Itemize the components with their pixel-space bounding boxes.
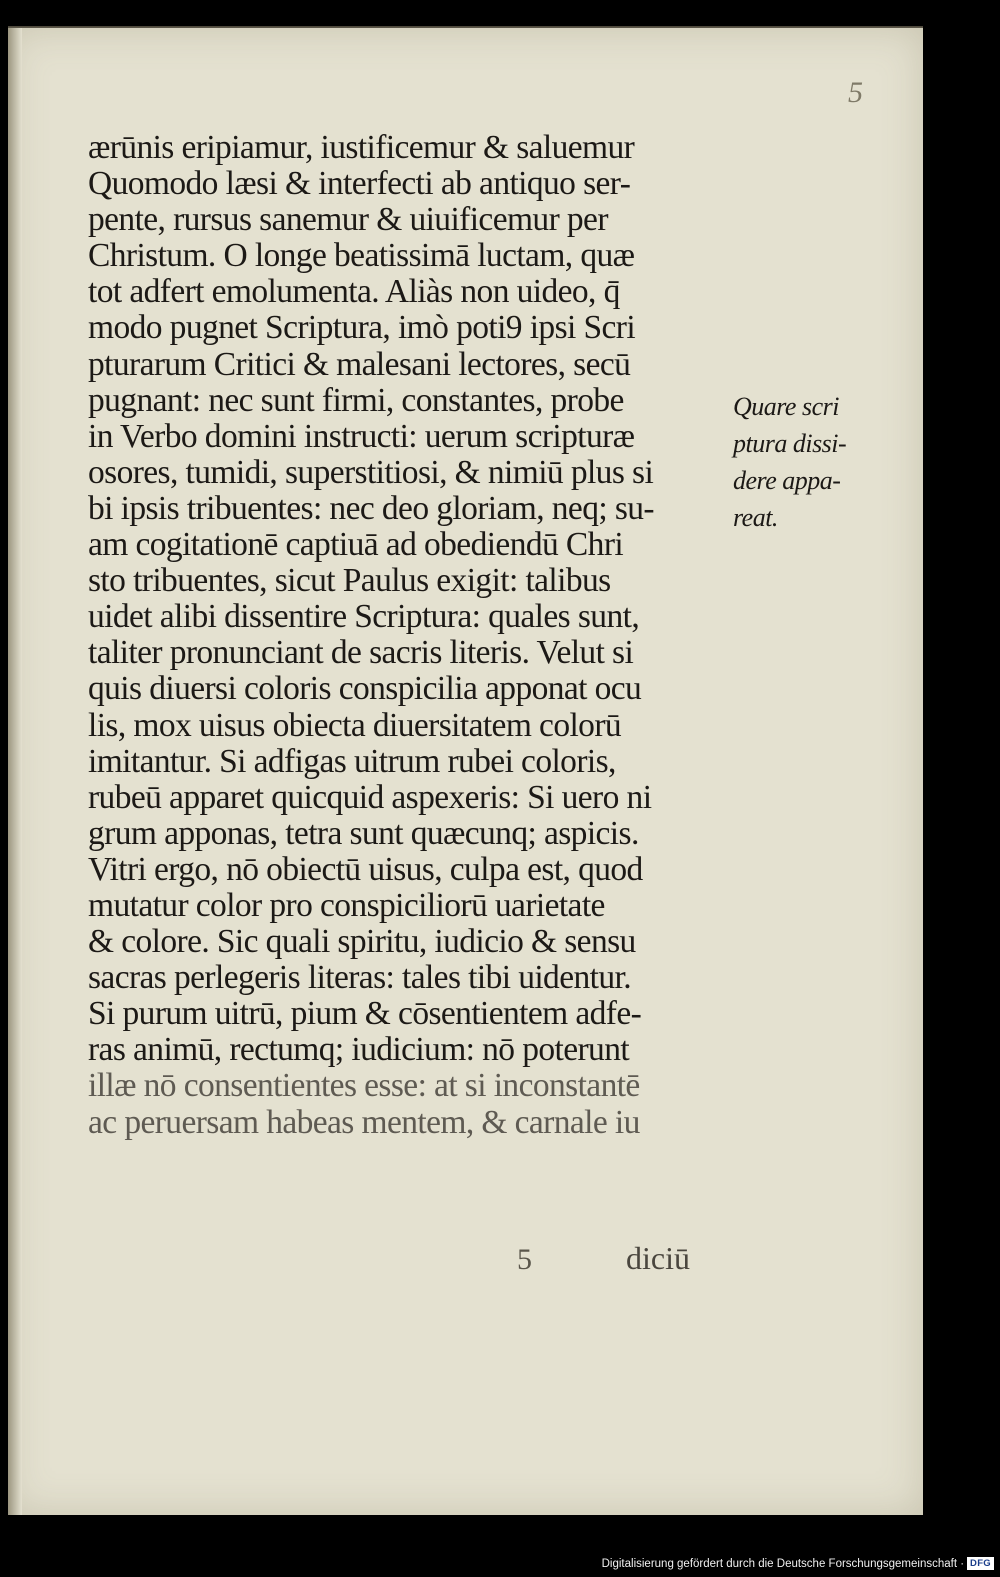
text-line: am cogitationē captiuā ad obediendū Chri bbox=[88, 526, 624, 564]
signature-mark: 5 bbox=[517, 1243, 532, 1276]
text-line: Vitri ergo, nō obiectū uisus, culpa est, quod bbox=[88, 850, 643, 888]
text-line: imitantur. Si adfigas uitrum rubei coloris, bbox=[88, 742, 616, 780]
text-line: ras animū, rectumq; iudicium: nō poterunt bbox=[88, 1031, 630, 1069]
marginal-note-line: Quare scri bbox=[733, 392, 839, 421]
text-line: modo pugnet Scriptura, imò poti9 ipsi Scri bbox=[88, 309, 636, 347]
text-line: mutatur color pro conspiciliorū uarietate bbox=[88, 886, 605, 924]
text-line: Si purum uitrū, pium & cōsentientem adfe- bbox=[88, 995, 642, 1033]
catchword: diciū bbox=[626, 1240, 690, 1276]
text-line: pturarum Critici & malesani lectores, secū bbox=[88, 345, 631, 383]
text-line: rubeū apparet quicquid aspexeris: Si uero ni bbox=[88, 778, 652, 816]
dfg-logo[interactable]: DFG bbox=[967, 1557, 994, 1570]
text-line: ærūnis eripiamur, iustificemur & saluemur bbox=[88, 129, 635, 166]
marginal-note-line: reat. bbox=[733, 503, 778, 532]
text-line: & colore. Sic quali spiritu, iudicio & sensu bbox=[88, 923, 636, 961]
body-text bbox=[88, 130, 728, 1141]
page-number: 5 bbox=[848, 76, 863, 109]
text-line: osores, tumidi, superstitiosi, & nimiū plus si bbox=[88, 453, 654, 491]
text-line: in Verbo domini instructi: uerum scripturæ bbox=[88, 417, 635, 455]
text-line: lis, mox uisus obiecta diuersitatem colorū bbox=[88, 706, 622, 744]
text-line: grum apponas, tetra sunt quæcunq; aspicis. bbox=[88, 814, 639, 852]
digitization-credit bbox=[0, 1551, 1000, 1577]
text-line: pugnant: nec sunt firmi, constantes, probe bbox=[88, 381, 624, 419]
text-line: bi ipsis tribuentes: nec deo gloriam, neq; su- bbox=[88, 489, 654, 527]
text-line: sacras perlegeris literas: tales tibi uidentur. bbox=[88, 959, 631, 997]
text-line: quis diuersi coloris conspicilia apponat ocu bbox=[88, 670, 642, 708]
text-line: Christum. O longe beatissimā luctam, quæ bbox=[88, 237, 635, 275]
text-line: ac peruersam habeas mentem, & carnale iu bbox=[88, 1103, 640, 1141]
text-line: Quomodo læsi & interfecti ab antiquo ser- bbox=[88, 165, 631, 203]
text-line: sto tribuentes, sicut Paulus exigit: talibus bbox=[88, 562, 611, 600]
credit-text: Digitalisierung gefördert durch die Deutsche Forschungsgemeinschaft · bbox=[601, 1558, 965, 1570]
text-line: taliter pronunciant de sacris literis. Velut si bbox=[88, 634, 634, 672]
text-line: uidet alibi dissentire Scriptura: quales sunt, bbox=[88, 598, 640, 636]
marginal-note bbox=[733, 388, 883, 536]
marginal-note-line: dere appa- bbox=[733, 466, 841, 495]
text-line: illæ nō consentientes esse: at si inconstantē bbox=[88, 1067, 640, 1105]
marginal-note-line: ptura dissi- bbox=[733, 429, 847, 458]
text-line: tot adfert emolumenta. Aliàs non uideo, q̄ bbox=[88, 273, 620, 311]
text-line: pente, rursus sanemur & uiuificemur per bbox=[88, 201, 608, 239]
page-gutter-shadow bbox=[8, 28, 22, 1515]
